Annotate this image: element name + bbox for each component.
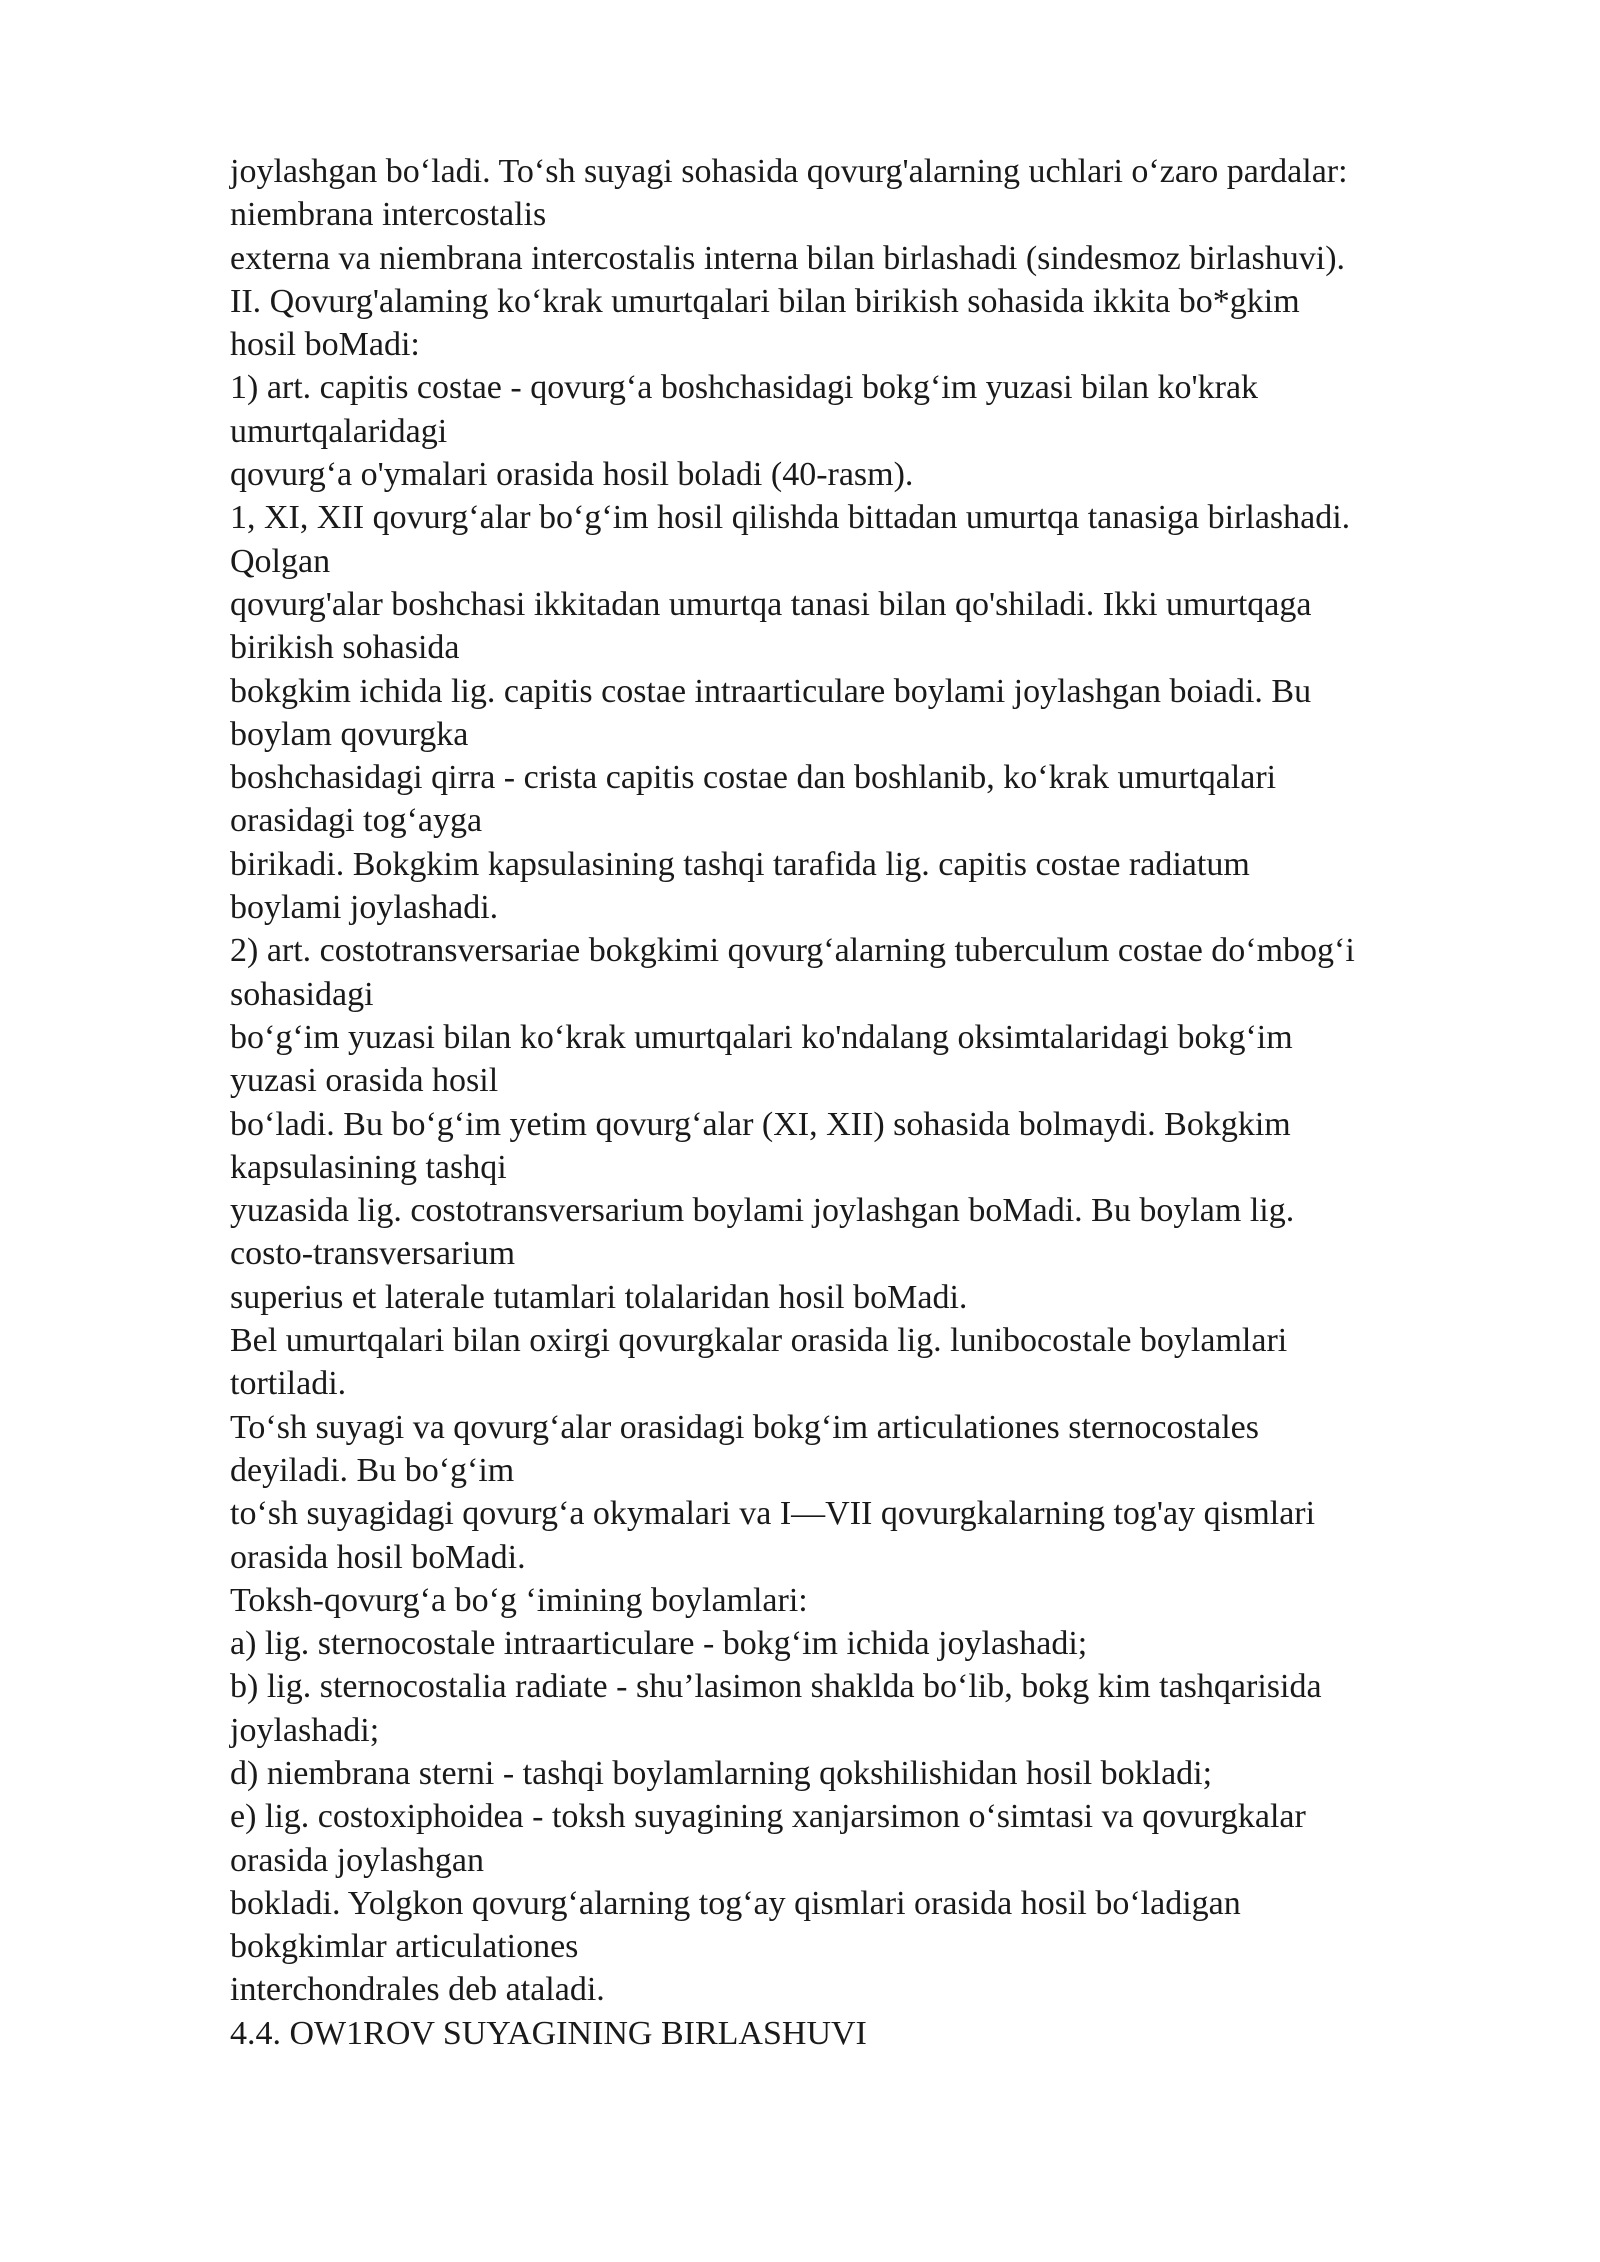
text-line: birikadi. Bokgkim kapsulasining tashqi tarafida lig. capitis costae radiatum [230,845,1250,883]
text-line: 2) art. costotransversariae bokgkimi qovurg‘alarning tuberculum costae do‘mbog‘i [230,932,1355,970]
text-line: boshchasidagi qirra - crista capitis costae dan boshlanib, ko‘krak umurtqalari [230,759,1277,797]
text-line: Bel umurtqalari bilan oxirgi qovurgkalar orasida lig. lunibocostale boylamlari [230,1322,1288,1360]
text-line: d) niembrana sterni - tashqi boylamlarning qokshilishidan hosil bokladi; [230,1754,1213,1792]
text-line: hosil boMadi: [230,326,420,364]
text-line: a) lig. sternocostale intraarticulare - bokg‘im ichida joylashadi; [230,1625,1088,1663]
text-line: b) lig. sternocostalia radiate - shu’lasimon shaklda bo‘lib, bokg kim tashqarisida [230,1668,1322,1706]
section-heading: 4.4. OW1ROV SUYAGINING BIRLASHUVI [230,2014,867,2052]
text-line: yuzasida lig. costotransversarium boylami joylashgan boMadi. Bu boylam lig. [230,1192,1295,1230]
text-line: Qolgan [230,542,331,580]
text-line: tortiladi. [230,1365,347,1403]
text-line: yuzasi orasida hosil [230,1062,499,1100]
text-line: orasida joylashgan [230,1841,484,1879]
text-line: bokgkimlar articulationes [230,1928,579,1966]
text-line: to‘sh suyagidagi qovurg‘a okymalari va I—VII qovurgkalarning tog'ay qismlari [230,1495,1316,1533]
text-line: externa va niembrana intercostalis interna bilan birlashadi (sindesmoz birlashuvi). [230,239,1346,277]
text-line: interchondrales deb ataladi. [230,1971,605,2009]
text-line: umurtqalaridagi [230,412,448,450]
text-line: sohasidagi [230,975,374,1013]
text-line: bo‘g‘im yuzasi bilan ko‘krak umurtqalari ko'ndalang oksimtalaridagi bokg‘im [230,1018,1293,1056]
text-line: qovurg‘a o'ymalari orasida hosil boladi (40-rasm). [230,456,914,494]
text-line: bo‘ladi. Bu bo‘g‘im yetim qovurg‘alar (XI, XII) sohasida bolmaydi. Bokgkim [230,1105,1291,1143]
text-line: niembrana intercostalis [230,196,547,234]
body-text [230,150,1530,2055]
text-line: qovurg'alar boshchasi ikkitadan umurtqa tanasi bilan qo'shiladi. Ikki umurtqaga [230,585,1312,623]
text-line: orasidagi tog‘ayga [230,802,483,840]
text-line: boylam qovurgka [230,715,469,753]
text-line: joylashgan bo‘ladi. To‘sh suyagi sohasida qovurg'alarning uchlari o‘zaro pardalar: [230,153,1348,190]
text-line: boylami joylashadi. [230,889,499,927]
text-line: orasida hosil boMadi. [230,1538,526,1576]
text-line: 1) art. capitis costae - qovurg‘a boshchasidagi bokg‘im yuzasi bilan ko'krak [230,369,1259,407]
text-line: 1, XI, XII qovurg‘alar bo‘g‘im hosil qilishda bittadan umurtqa tanasiga birlashadi. [230,499,1351,537]
text-line: e) lig. costoxiphoidea - toksh suyagining xanjarsimon o‘simtasi va qovurgkalar [230,1798,1306,1836]
text-line: joylashadi; [230,1711,380,1749]
text-line: To‘sh suyagi va qovurg‘alar orasidagi bokg‘im articulationes sternocostales [230,1408,1259,1446]
text-line: bokladi. Yolgkon qovurg‘alarning tog‘ay qismlari orasida hosil bo‘ladigan [230,1884,1241,1922]
text-line: costo-transversarium [230,1235,516,1273]
text-line: bokgkim ichida lig. capitis costae intraarticulare boylami joylashgan boiadi. Bu [230,672,1312,710]
text-line: Toksh-qovurg‘a bo‘g ‘imining boylamlari: [230,1581,808,1619]
text-line: birikish sohasida [230,629,460,667]
text-line: superius et laterale tutamlari tolalaridan hosil boMadi. [230,1278,968,1316]
text-line: deyiladi. Bu bo‘g‘im [230,1451,515,1489]
text-line: kapsulasining tashqi [230,1148,507,1186]
text-line: II. Qovurg'alaming ko‘krak umurtqalari bilan birikish sohasida ikkita bo*gkim [230,282,1300,320]
